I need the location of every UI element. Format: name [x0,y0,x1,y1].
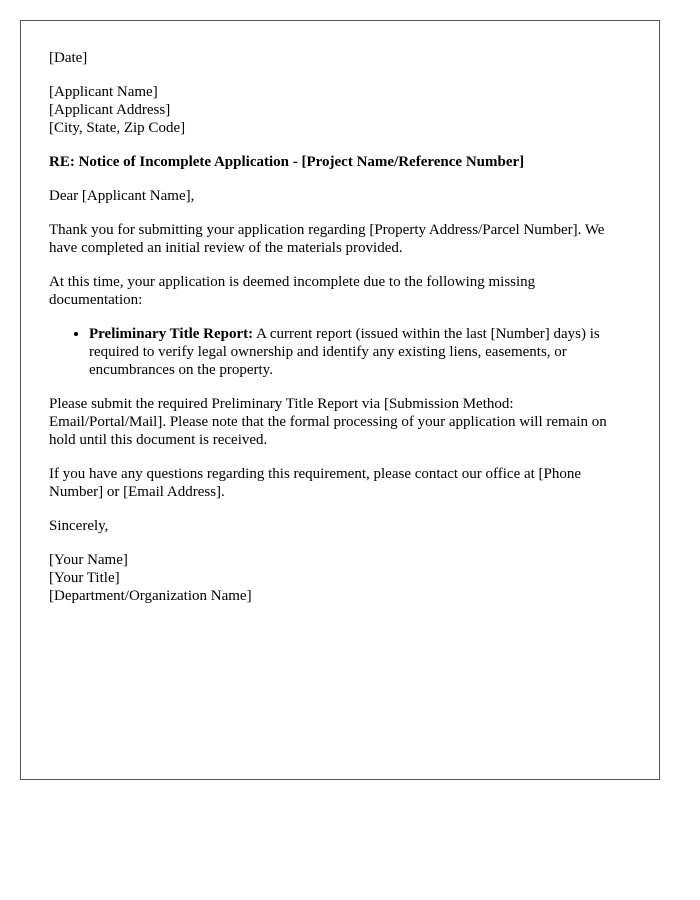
body-paragraph-1: Thank you for submitting your application regarding [Property Address/Parcel Number]. We have completed an initial review of the materials provided. [49,222,605,256]
letter-date: [Date] [49,50,88,66]
body-paragraph-4: If you have any questions regarding this requirement, please contact our office at [Phone Number] or [Email Address]. [49,466,582,500]
signature-title: [Your Title] [49,570,120,586]
closing: Sincerely, [49,518,109,534]
recipient-address: [Applicant Address] [49,102,171,118]
recipient-address-block [49,83,631,137]
body-paragraph-2: At this time, your application is deemed incomplete due to the following missing documentation: [49,274,536,308]
recipient-name: [Applicant Name] [49,84,158,100]
letter-subject: RE: Notice of Incomplete Application - [Project Name/Reference Number] [49,154,525,170]
letter-document [20,20,660,780]
missing-document-label: Preliminary Title Report: [89,326,254,342]
recipient-city-state-zip: [City, State, Zip Code] [49,120,186,136]
signature-block [49,551,631,605]
salutation: Dear [Applicant Name], [49,188,195,204]
signature-organization: [Department/Organization Name] [49,588,252,604]
body-paragraph-3: Please submit the required Preliminary Title Report via [Submission Method: Email/Portal/Mail]. Please note that the formal processing of your application will remain on hold until this document is received. [49,396,607,448]
signature-name: [Your Name] [49,552,128,568]
missing-document-item [89,325,631,379]
missing-document-description: A current report (issued within the last [Number] days) is required to verify legal ownership and identify any existing liens, easements, or encumbrances on the property. [89,326,600,378]
missing-documents-list [49,325,631,379]
